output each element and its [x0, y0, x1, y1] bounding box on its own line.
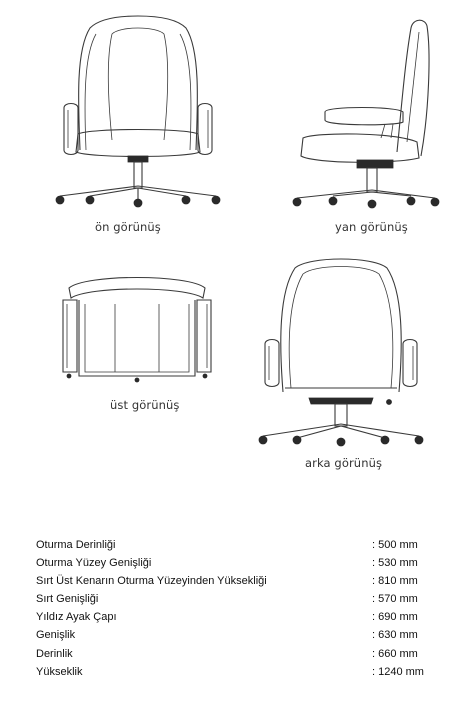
front-view-caption: ön görünüş [95, 220, 161, 234]
spec-label: Sırt Üst Kenarın Oturma Yüzeyinden Yüksekliği [36, 575, 267, 588]
top-view-caption: üst görünüş [110, 398, 180, 412]
top-view-drawing [55, 268, 220, 388]
back-view-drawing [255, 252, 425, 452]
spec-row [36, 572, 436, 590]
spec-row [36, 536, 436, 554]
spec-row [36, 590, 436, 608]
specifications-table [36, 536, 436, 681]
spec-value: : 630 mm [372, 629, 418, 642]
spec-label: Oturma Derinliği [36, 539, 116, 551]
spec-value: : 1240 mm [372, 665, 424, 678]
spec-row [36, 663, 436, 681]
spec-row [36, 645, 436, 663]
spec-label: Yükseklik [36, 665, 83, 678]
side-view-drawing [285, 12, 445, 217]
spec-row [36, 626, 436, 644]
spec-value: : 690 mm [372, 611, 418, 624]
spec-value: : 810 mm [372, 575, 418, 588]
spec-label: Derinlik [36, 647, 73, 660]
spec-value: : 500 mm [372, 539, 418, 551]
spec-row [36, 608, 436, 626]
side-view-caption: yan görünüş [335, 220, 408, 234]
spec-label: Oturma Yüzey Genişliği [36, 557, 152, 570]
spec-value: : 570 mm [372, 593, 418, 606]
spec-value: : 530 mm [372, 557, 418, 570]
spec-label: Genişlik [36, 629, 76, 642]
spec-label: Yıldız Ayak Çapı [36, 611, 117, 624]
front-view-drawing [50, 10, 230, 215]
back-view-caption: arka görünüş [305, 456, 383, 470]
spec-label: Sırt Genişliği [36, 593, 99, 606]
spec-value: : 660 mm [372, 647, 418, 660]
spec-row [36, 554, 436, 572]
